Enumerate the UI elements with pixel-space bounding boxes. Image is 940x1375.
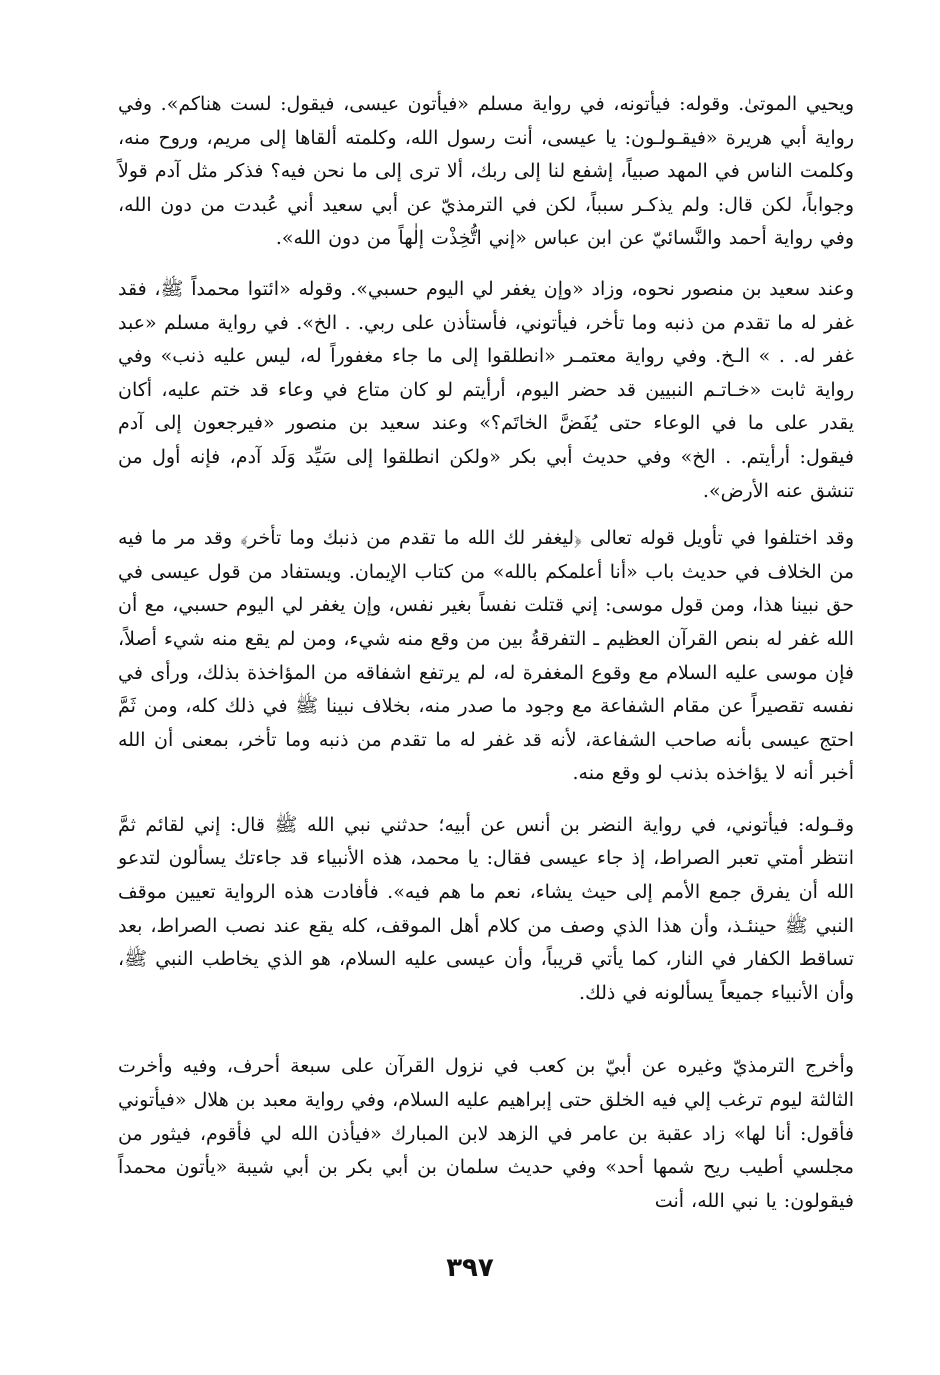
paragraph-2: وعند سعيد بن منصور نحوه، وزاد «وإن يغفر لي اليوم حسبي». وقوله «ائتوا محمداً ﷺ، فقد غفر له ما تقدم من ذنبه وما تأخر، فيأتوني، فأستأذن على ربي. . الخ». في رواية مسلم «عبد غفر له. . » الـخ. وفي رواية معتمـر «انطلقوا إلى ما جاء مغفوراً له، ليس عليه ذنب» وفي رواية ثابت «خـاتـم النبيين قد حضر اليوم، أرأيتم لو كان متاع في وعاء قد ختم عليه، أكان يقدر على ما في الوعاء حتى يُفَضَّ الخاتَم؟» وعند سعيد بن منصور «فيرجعون إلى آدم فيقول: أرأيتم. . الخ» وفي حديث أبي بكر «ولكن انطلقوا إلى سَيِّد وَلَد آدم، فإنه أول من تنشق عنه الأرض». — [118, 277, 854, 502]
paragraph-1: ويحيي الموتىٰ. وقوله: فيأتونه، في رواية مسلم «فيأتون عيسى، فيقول: لست هناكم». وفي رواية أبي هريرة «فيقـولـون: يا عيسى، أنت رسول الله، وكلمته ألقاها إلى مريم، وروح منه، وكلمت الناس في المهد صبياً، إشفع لنا إلى ربك، ألا ترى إلى ما نحن فيه؟ فذكر مثل آدم قولاً وجواباً، لكن قال: ولم يذكـر سبباً، لكن في الترمذيّ عن أبي سعيد أني عُبدت من دون الله، وفي رواية أحمد والنَّسائيّ عن ابن عباس «إني اتُّخِذْت إلٰهاً من دون الله». — [118, 93, 854, 250]
paragraph-5: وأخرج الترمذيّ وغيره عن أبيّ بن كعب في نزول القرآن على سبعة أحرف، وفيه وأخرت الثالثة ليوم ترغب إلي فيه الخلق حتى إبراهيم عليه السلام، وفي رواية معبد بن هلال «فيأتوني فأقول: أنا لها» زاد عقبة بن عامر في الزهد لابن المبارك «فيأذن الله لي فأقوم، فيثور من مجلسي أطيب ريح شمها أحد» وفي حديث سلمان بن أبي بكر بن أبي شيبة «يأتون محمداً فيقولون: يا نبي الله، أنت — [118, 1055, 854, 1212]
paragraph-3: وقد اختلفوا في تأويل قوله تعالى ﴿ليغفر لك الله ما تقدم من ذنبك وما تأخر﴾ وقد مر ما فيه من الخلاف في حديث باب «أنا أعلمكم بالله» من كتاب الإيمان. ويستفاد من قول عيسى في حق نبينا هذا، ومن قول موسى: إني قتلت نفساً بغير نفس، وإن يغفر لي اليوم حسبي، مع أن الله غفر له بنص القرآن العظيم ـ التفرقةُ بين من وقع منه شيء، ومن لم يقع منه شيء أصلاً، فإن موسى عليه السلام مع وقوع المغفرة له، لم يرتفع اشفاقه من المؤاخذة بذلك، ورأى في نفسه تقصيراً عن مقام الشفاعة مع وجود ما صدر منه، بخلاف نبينا ﷺ في ذلك كله، ومن ثَمَّ احتج عيسى بأنه صاحب الشفاعة، لأنه قد غفر له ما تقدم من ذنبه وما تأخر، بمعنى أن الله أخبر أنه لا يؤاخذه بذنب لو وقع منه. — [118, 527, 854, 785]
paragraph-4: وقـوله: فيأتوني، في رواية النضر بن أنس عن أبيه؛ حدثني نبي الله ﷺ قال: إني لقائم ثمَّ انتظر أمتي تعبر الصراط، إذ جاء عيسى فقال: يا محمد، هذه الأنبياء قد جاءتك يسألون لتدعو الله أن يفرق جمع الأمم إلى حيث يشاء، نعم ما هم فيه». فأفادت هذه الرواية تعيين موقف النبي ﷺ حينئـذ، وأن هذا الذي وصف من كلام أهل الموقف، كله يقع عند نصب الصراط، بعد تساقط الكفار في النار، كما يأتي قريباً، وأن عيسى عليه السلام، هو الذي يخاطب النبي ﷺ، وأن الأنبياء جميعاً يسألونه في ذلك. — [118, 813, 854, 1004]
page-body — [118, 88, 854, 1218]
page-number: ٣٩٧ — [446, 1253, 494, 1283]
